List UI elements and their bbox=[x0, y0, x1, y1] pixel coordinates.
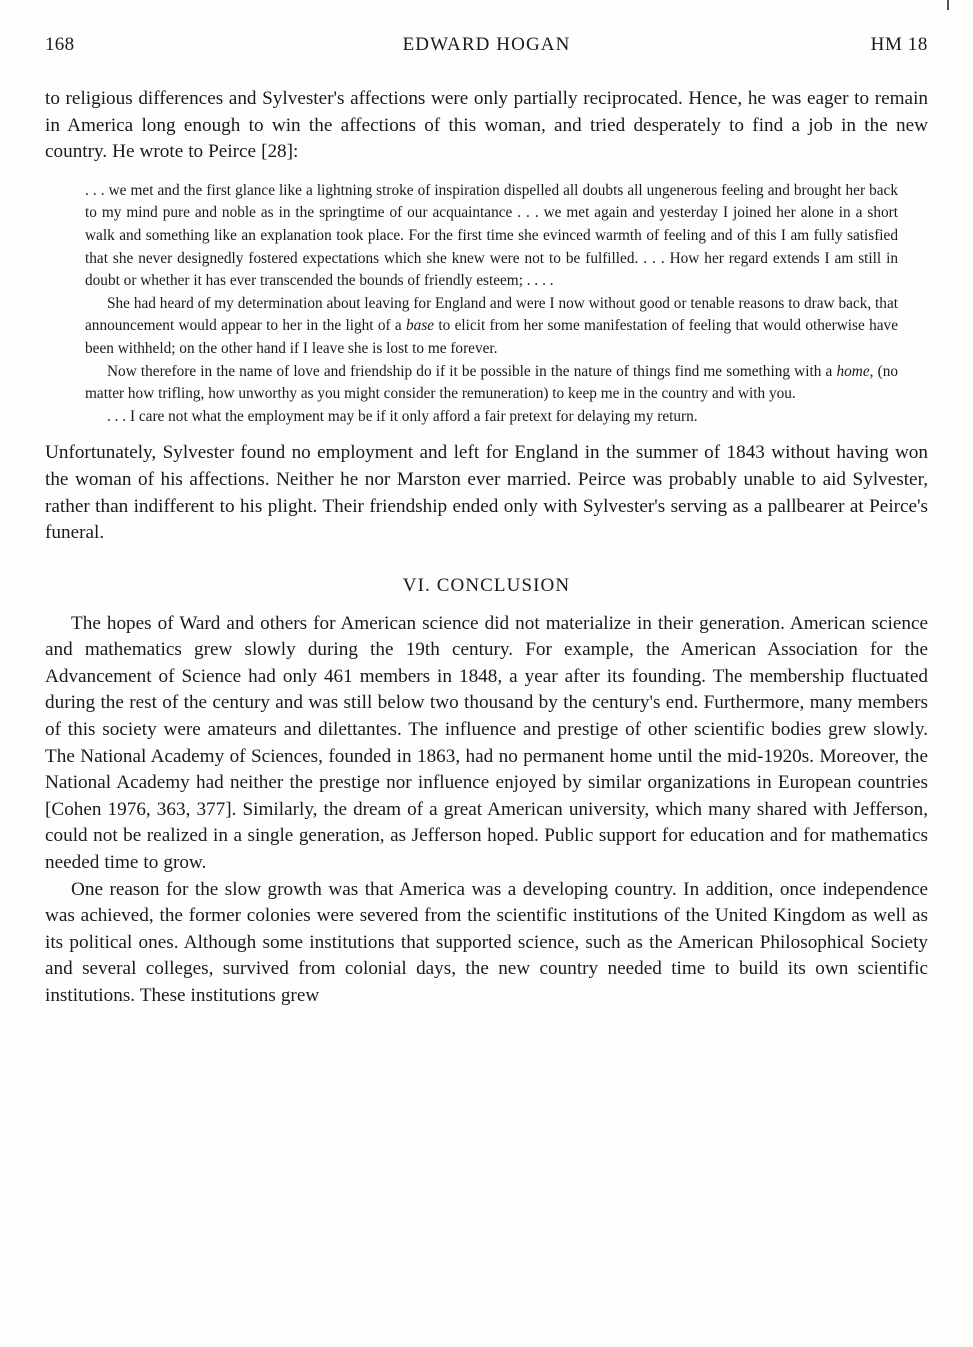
page-number: 168 bbox=[45, 34, 75, 55]
quote-paragraph-2 bbox=[85, 293, 898, 361]
crop-mark bbox=[947, 0, 949, 10]
quote-p2-before: She had heard of my determination about leaving for England and were I now without good or tenable reasons to draw back, that announcement would appear to her in the light of a bbox=[85, 294, 898, 335]
section-heading-conclusion: VI. CONCLUSION bbox=[402, 574, 571, 596]
paragraph-hopes-of-ward: The hopes of Ward and others for American science did not materialize in their generation. American science and mathematics grew slowly during the 19th century. For example, the American Association for the Advancement of Science had only 461 members in 1848, a year after its founding. The membership fluctuated during the rest of the century and was still below two thousand by the century's end. Furthermore, many members of this society were amateurs and dilettantes. The influence and prestige of other scientific bodies grew slowly. The National Academy of Sciences, founded in 1863, had no permanent home until the mid-1920s. Moreover, the National Academy had neither the prestige nor influence enjoyed by similar organizations in European countries [Cohen 1976, 363, 377]. Similarly, the dream of a great American university, which many shared with Jefferson, could not be realized in a single generation, as Jefferson hoped. Public support for education and for mathematics needed time to grow. bbox=[45, 612, 928, 874]
block-quote-letter bbox=[45, 180, 928, 429]
quote-p3-after: , (no matter how trifling, how unworthy as you might consider the remuneration) to keep me in the country and with you. bbox=[85, 362, 898, 403]
quote-p2-italic: base bbox=[406, 317, 435, 335]
paragraph-continuation: to religious differences and Sylvester's affections were only partially reciprocated. Hence, he was eager to remain in America long enough to win the affections of this woman, and tried desperately to find a job in the new country. He wrote to Peirce [28]: bbox=[45, 88, 928, 163]
paragraph-unfortunately: Unfortunately, Sylvester found no employment and left for England in the summer of 1843 without having won the woman of his affections. Neither he nor Marston ever married. Peirce was probably unable to aid Sylvester, rather than indifferent to his plight. Their friendship ended only with Sylvester's serving as a pallbearer at Peirce's funeral. bbox=[45, 442, 928, 544]
quote-paragraph-4: . . . I care not what the employment may be if it only afford a fair pretext for delaying my return. bbox=[107, 407, 698, 425]
page-body bbox=[45, 86, 928, 1010]
running-title: EDWARD HOGAN bbox=[402, 34, 571, 55]
quote-paragraph-1: . . . we met and the first glance like a lightning stroke of inspiration dispelled all doubts all ungenerous feeling and brought her back to my mind pure and noble as in the springtime of our acquaintance . . . we met again and yesterday I joined her alone in a short walk and something like an explanation took place. For the first time she evinced warmth of feeling and of this I am fully satisfied that she never designedly fostered expectations which she knew were not to be fulfilled. . . . How her regard extends I am still in doubt or whether it has ever transcended the bounds of friendly esteem; . . . . bbox=[85, 181, 898, 290]
quote-p2-after: to elicit from her some manifestation of feeling that would otherwise have been withheld; on the other hand if I leave she is lost to me forever. bbox=[85, 317, 898, 357]
quote-paragraph-3 bbox=[85, 361, 898, 406]
page-header bbox=[45, 34, 928, 56]
quote-p3-before: Now therefore in the name of love and friendship do if it be possible in the nature of things find me something with a bbox=[107, 362, 837, 380]
paragraph-one-reason: One reason for the slow growth was that America was a developing country. In addition, once independence was achieved, the former colonies were severed from the scientific institutions of the United Kingdom as well as its political ones. Although some institutions that supported science, such as the American Philosophical Society and several colleges, survived from colonial days, the new country needed time to build its own scientific institutions. These institutions grew bbox=[45, 878, 928, 1006]
journal-code: HM 18 bbox=[870, 34, 928, 55]
quote-p3-italic: home bbox=[836, 362, 870, 380]
